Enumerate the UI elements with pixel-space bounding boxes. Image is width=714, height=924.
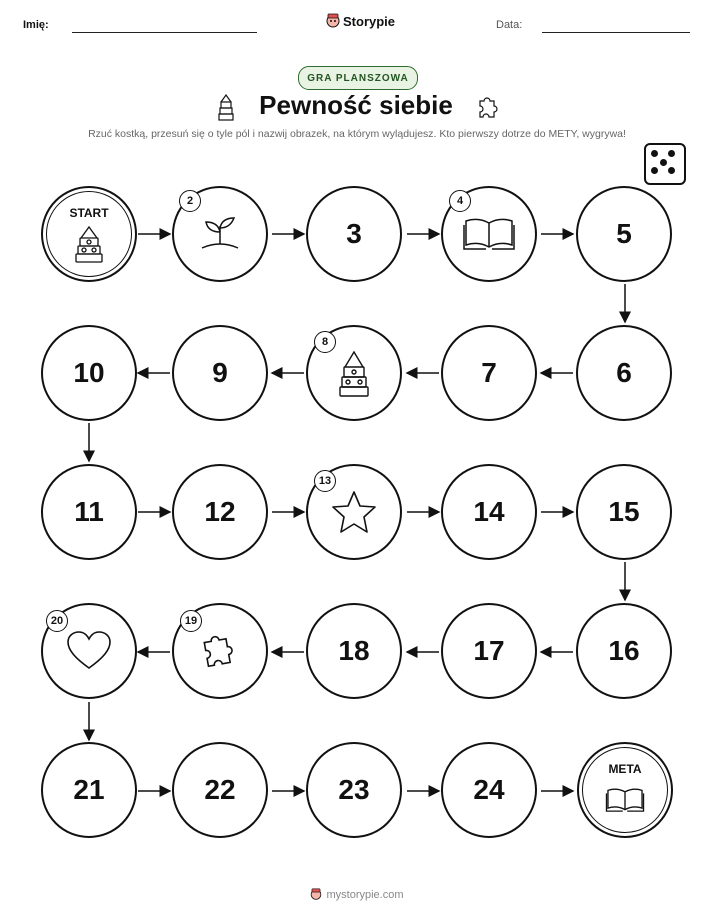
cell-number-badge: 13 bbox=[314, 470, 336, 492]
brand-name: Storypie bbox=[343, 13, 396, 29]
finish-label: META bbox=[608, 762, 642, 776]
cell-number: 24 bbox=[473, 774, 505, 805]
mascot-icon bbox=[310, 888, 322, 901]
board-cell-3 bbox=[306, 186, 402, 282]
cell-number-badge: 2 bbox=[179, 190, 201, 212]
cell-number: 6 bbox=[616, 357, 632, 388]
footer bbox=[0, 888, 714, 901]
block-tower-icon bbox=[73, 224, 105, 264]
board-cell-7 bbox=[441, 325, 537, 421]
instructions: Rzuć kostką, przesuń się o tyle pól i nazwij obrazek, na którym wylądujesz. Kto pierwszy dotrze do METY, wygrywa! bbox=[88, 128, 626, 140]
cell-number: 3 bbox=[346, 218, 362, 249]
board-cell-11 bbox=[41, 464, 137, 560]
open-book-icon bbox=[605, 786, 645, 814]
cell-number: 12 bbox=[204, 496, 236, 527]
cell-number: 14 bbox=[473, 496, 505, 527]
star-icon bbox=[330, 489, 378, 535]
cell-number: 22 bbox=[204, 774, 236, 805]
board-cell-21 bbox=[41, 742, 137, 838]
cell-number: 9 bbox=[212, 357, 228, 388]
cell-number-badge: 20 bbox=[46, 610, 68, 632]
heart-icon bbox=[65, 630, 113, 672]
board-cell-15 bbox=[576, 464, 672, 560]
cell-number: 10 bbox=[73, 357, 105, 388]
game-type-badge: GRA PLANSZOWA bbox=[298, 66, 418, 90]
board-cell-14 bbox=[441, 464, 537, 560]
board-cell-5 bbox=[576, 186, 672, 282]
date-label: Data: bbox=[496, 19, 523, 31]
board-cell-24 bbox=[441, 742, 537, 838]
cell-number: 17 bbox=[473, 635, 505, 666]
start-cell bbox=[41, 186, 137, 282]
block-tower-icon bbox=[337, 347, 371, 399]
cell-number: 5 bbox=[616, 218, 632, 249]
board-cell-6 bbox=[576, 325, 672, 421]
cell-number: 15 bbox=[608, 496, 640, 527]
board-cell-17 bbox=[441, 603, 537, 699]
board-cell-16 bbox=[576, 603, 672, 699]
open-book-icon bbox=[462, 217, 516, 251]
finish-cell bbox=[577, 742, 673, 838]
board-cell-23 bbox=[306, 742, 402, 838]
title-text: Pewność siebie bbox=[259, 90, 453, 120]
board-cell-9 bbox=[172, 325, 268, 421]
cell-number: 21 bbox=[73, 774, 105, 805]
board-cell-18 bbox=[306, 603, 402, 699]
puzzle-piece-icon bbox=[200, 630, 240, 672]
footer-url[interactable]: mystorypie.com bbox=[326, 888, 404, 901]
board-cell-22 bbox=[172, 742, 268, 838]
cell-number: 18 bbox=[338, 635, 370, 666]
board-cell-10 bbox=[41, 325, 137, 421]
start-label: START bbox=[69, 206, 109, 220]
cell-number: 16 bbox=[608, 635, 640, 666]
board-cell-12 bbox=[172, 464, 268, 560]
cell-number: 11 bbox=[74, 496, 104, 527]
cell-number-badge: 8 bbox=[314, 331, 336, 353]
cell-number-badge: 4 bbox=[449, 190, 471, 212]
name-label: Imię: bbox=[23, 19, 49, 31]
cell-number: 7 bbox=[481, 357, 497, 388]
cell-number: 23 bbox=[338, 774, 370, 805]
cell-number-badge: 19 bbox=[180, 610, 202, 632]
sprout-icon bbox=[198, 214, 242, 254]
